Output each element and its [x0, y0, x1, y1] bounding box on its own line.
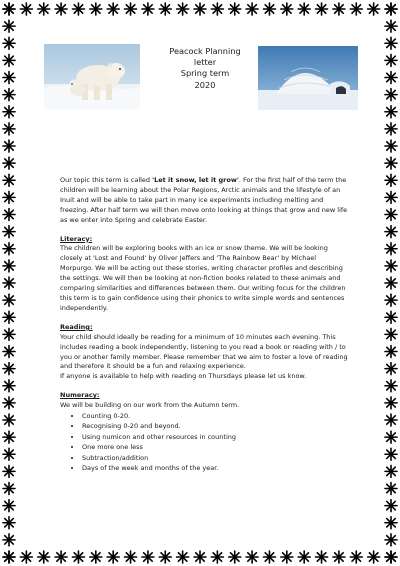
snowflake-icon [333, 3, 345, 15]
snowflake-icon [90, 551, 102, 563]
snowflake-border-left [0, 0, 18, 566]
snowflake-icon [385, 89, 397, 101]
snowflake-icon [316, 551, 328, 563]
snowflake-icon [211, 3, 223, 15]
snowflake-icon [385, 20, 397, 32]
list-item: • Using numicon and other resources in counting [82, 432, 350, 442]
snowflake-icon [90, 3, 102, 15]
snowflake-icon [3, 380, 15, 392]
snowflake-icon [177, 3, 189, 15]
snowflake-icon [385, 414, 397, 426]
title-line: 2020 [194, 79, 216, 90]
intro-paragraph [60, 176, 350, 226]
snowflake-icon [177, 551, 189, 563]
snowflake-icon [316, 3, 328, 15]
snowflake-border-top [0, 0, 400, 18]
snowflake-icon [3, 448, 15, 460]
snowflake-icon [246, 551, 258, 563]
snowflake-icon [107, 551, 119, 563]
snowflake-icon [3, 431, 15, 443]
letter-header [60, 40, 350, 120]
snowflake-icon [3, 72, 15, 84]
snowflake-icon [3, 363, 15, 375]
title-line: Spring term [180, 68, 230, 79]
title-line: letter [193, 57, 217, 68]
literacy-heading: Literacy: [60, 234, 93, 243]
topic-name: 'Let it snow, let it grow' [152, 176, 239, 184]
snowflake-icon [298, 3, 310, 15]
snowflake-icon [3, 20, 15, 32]
igloo-photo [258, 46, 358, 110]
snowflake-icon [3, 328, 15, 340]
snowflake-icon [38, 551, 50, 563]
snowflake-icon [385, 191, 397, 203]
snowflake-icon [368, 551, 380, 563]
snowflake-icon [3, 534, 15, 546]
snowflake-icon [385, 37, 397, 49]
snowflake-icon [55, 551, 67, 563]
snowflake-icon [385, 328, 397, 340]
snowflake-icon [20, 3, 32, 15]
letter-page [60, 40, 350, 473]
snowflake-icon [20, 551, 32, 563]
snowflake-icon [385, 346, 397, 358]
snowflake-icon [229, 3, 241, 15]
snowflake-icon [385, 465, 397, 477]
numeracy-list [60, 411, 350, 473]
snowflake-icon [142, 551, 154, 563]
snowflake-icon [385, 140, 397, 152]
snowflake-icon [72, 3, 84, 15]
snowflake-icon [385, 363, 397, 375]
snowflake-icon [194, 3, 206, 15]
snowflake-icon [3, 414, 15, 426]
list-item: • One more one less [82, 442, 350, 452]
literacy-section [60, 235, 350, 314]
reading-text: Your child should ideally be reading for a minimum of 10 minutes each evening. This includes reading a book independently, listening to you read a book or reading with / to you or another family member. Please remember that we aim to foster a love of reading and therefore it should be a fun and relaxing experience. [60, 332, 348, 371]
snowflake-icon [385, 517, 397, 529]
snowflake-icon [142, 3, 154, 15]
snowflake-icon [281, 3, 293, 15]
snowflake-icon [385, 500, 397, 512]
snowflake-icon [385, 483, 397, 495]
snowflake-icon [3, 3, 15, 15]
snowflake-border-bottom [0, 548, 400, 566]
polar-bear-photo [44, 44, 140, 110]
snowflake-icon [159, 551, 171, 563]
intro-text-end: . For the first half of the term the children will be learning about the Polar Regions, Arctic animals and the lifestyle of an Inuit and will be able to take part in many ice experiments including melting and freezing. After half term we will then move onto looking at things that grow and new life as we enter into Spring and celebrate Easter. [60, 176, 348, 224]
snowflake-icon [385, 448, 397, 460]
snowflake-icon [38, 3, 50, 15]
snowflake-icon [229, 551, 241, 563]
literacy-text: The children will be exploring books with an ice or snow theme. We will be looking closely at 'Lost and Found' by Oliver Jeffers and 'The Rainbow Bear' by Michael Morpurgo. We will be acting out these stories, writing character profiles and describing the settings. We will then be looking at non-fiction books related to these animals and comparing similarities and differences between them. Our writing focus for the children this term is to gain confidence using their phonics to write simple words and sentences independently. [60, 244, 346, 312]
snowflake-icon [125, 551, 137, 563]
snowflake-icon [107, 3, 119, 15]
snowflake-icon [385, 260, 397, 272]
snowflake-icon [3, 277, 15, 289]
list-item: • Subtraction/addition [82, 453, 350, 463]
snowflake-icon [385, 54, 397, 66]
snowflake-icon [3, 397, 15, 409]
snowflake-icon [385, 174, 397, 186]
snowflake-icon [3, 551, 15, 563]
list-item: • Days of the week and months of the year. [82, 463, 350, 473]
snowflake-icon [3, 483, 15, 495]
numeracy-heading: Numeracy: [60, 391, 100, 400]
intro-text-start: Our topic this term is called [60, 176, 153, 184]
reading-section [60, 323, 350, 382]
snowflake-icon [125, 3, 137, 15]
snowflake-icon [72, 551, 84, 563]
title-line: Peacock Planning [169, 46, 241, 56]
snowflake-icon [3, 89, 15, 101]
snowflake-icon [385, 380, 397, 392]
snowflake-icon [263, 3, 275, 15]
snowflake-icon [385, 123, 397, 135]
snowflake-icon [385, 294, 397, 306]
snowflake-icon [3, 465, 15, 477]
snowflake-icon [194, 551, 206, 563]
snowflake-icon [385, 243, 397, 255]
snowflake-icon [385, 3, 397, 15]
snowflake-icon [368, 3, 380, 15]
list-item: • Recognising 0-20 and beyond. [82, 421, 350, 431]
snowflake-icon [3, 346, 15, 358]
snowflake-icon [246, 3, 258, 15]
snowflake-icon [281, 551, 293, 563]
snowflake-icon [263, 551, 275, 563]
snowflake-icon [385, 397, 397, 409]
snowflake-icon [3, 243, 15, 255]
numeracy-intro: We will be building on our work from the Autumn term. [60, 401, 240, 410]
snowflake-icon [385, 277, 397, 289]
snowflake-icon [298, 551, 310, 563]
snowflake-icon [3, 226, 15, 238]
snowflake-icon [385, 534, 397, 546]
snowflake-icon [3, 157, 15, 169]
reading-help-text: If anyone is available to help with reading on Thursdays please let us know. [60, 372, 307, 381]
letter-body [60, 176, 350, 473]
snowflake-icon [3, 517, 15, 529]
snowflake-icon [211, 551, 223, 563]
snowflake-icon [385, 209, 397, 221]
snowflake-icon [385, 157, 397, 169]
snowflake-icon [385, 551, 397, 563]
list-item: • Counting 0-20. [82, 411, 350, 421]
snowflake-icon [385, 106, 397, 118]
snowflake-icon [3, 500, 15, 512]
snowflake-icon [3, 123, 15, 135]
snowflake-icon [3, 140, 15, 152]
snowflake-icon [3, 209, 15, 221]
snowflake-icon [3, 260, 15, 272]
snowflake-icon [3, 191, 15, 203]
reading-heading: Reading: [60, 322, 93, 331]
letter-title [152, 46, 258, 91]
snowflake-icon [385, 226, 397, 238]
snowflake-icon [55, 3, 67, 15]
snowflake-icon [333, 551, 345, 563]
snowflake-icon [3, 311, 15, 323]
snowflake-icon [3, 294, 15, 306]
snowflake-border-right [382, 0, 400, 566]
snowflake-icon [385, 311, 397, 323]
numeracy-section [60, 391, 350, 473]
snowflake-icon [3, 54, 15, 66]
snowflake-icon [3, 106, 15, 118]
snowflake-icon [159, 3, 171, 15]
snowflake-icon [385, 72, 397, 84]
snowflake-icon [350, 3, 362, 15]
snowflake-icon [3, 174, 15, 186]
snowflake-icon [385, 431, 397, 443]
snowflake-icon [350, 551, 362, 563]
snowflake-icon [3, 37, 15, 49]
